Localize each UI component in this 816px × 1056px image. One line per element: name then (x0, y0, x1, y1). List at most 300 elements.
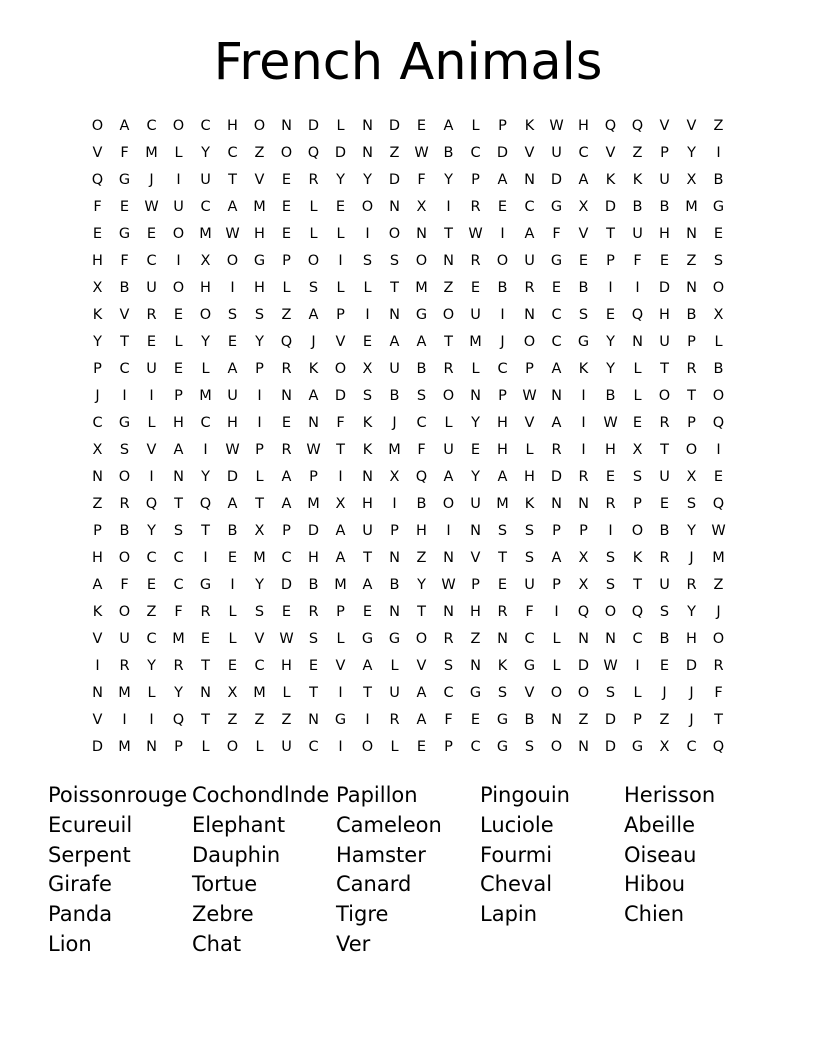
grid-letter[interactable]: T (606, 226, 615, 242)
grid-letter[interactable]: I (500, 307, 505, 323)
grid-letter[interactable]: F (336, 415, 345, 431)
grid-letter[interactable]: E (470, 280, 481, 296)
grid-letter[interactable]: T (255, 496, 264, 512)
grid-letter[interactable]: E (146, 226, 157, 242)
grid-letter[interactable]: P (579, 523, 588, 539)
grid-letter[interactable]: T (714, 712, 723, 728)
grid-letter[interactable]: G (415, 307, 428, 323)
grid-letter[interactable]: W (225, 226, 240, 242)
grid-letter[interactable]: W (441, 577, 456, 593)
grid-letter[interactable]: M (199, 226, 212, 242)
grid-letter[interactable]: Q (91, 172, 104, 188)
grid-letter[interactable]: P (471, 577, 480, 593)
grid-letter[interactable]: C (254, 658, 265, 674)
grid-letter[interactable]: M (685, 199, 698, 215)
grid-letter[interactable]: Y (444, 172, 453, 188)
grid-letter[interactable]: Y (147, 523, 156, 539)
grid-letter[interactable]: J (689, 712, 694, 728)
grid-letter[interactable]: G (388, 631, 401, 647)
grid-letter[interactable]: Q (415, 469, 428, 485)
grid-letter[interactable]: Y (363, 172, 372, 188)
grid-letter[interactable]: G (577, 334, 590, 350)
grid-letter[interactable]: C (200, 118, 211, 134)
grid-letter[interactable]: A (389, 334, 400, 350)
grid-letter[interactable]: Q (631, 118, 644, 134)
grid-letter[interactable]: X (713, 307, 724, 323)
grid-letter[interactable]: H (308, 550, 319, 566)
grid-letter[interactable]: X (578, 199, 589, 215)
grid-letter[interactable]: H (254, 280, 265, 296)
grid-letter[interactable]: E (578, 253, 589, 269)
grid-letter[interactable]: F (120, 577, 129, 593)
grid-letter[interactable]: Z (281, 307, 292, 323)
grid-letter[interactable]: I (230, 577, 235, 593)
grid-letter[interactable]: X (659, 739, 670, 755)
grid-letter[interactable]: N (524, 172, 535, 188)
grid-letter[interactable]: Z (686, 253, 697, 269)
grid-letter[interactable]: R (308, 604, 319, 620)
grid-letter[interactable]: F (714, 685, 723, 701)
grid-letter[interactable]: X (686, 469, 697, 485)
grid-letter[interactable]: O (91, 118, 104, 134)
grid-letter[interactable]: X (632, 442, 643, 458)
grid-letter[interactable]: Y (201, 334, 210, 350)
grid-letter[interactable]: E (470, 442, 481, 458)
grid-letter[interactable]: C (470, 739, 481, 755)
grid-letter[interactable]: T (363, 550, 372, 566)
grid-letter[interactable]: C (686, 739, 697, 755)
grid-letter[interactable]: F (174, 604, 183, 620)
grid-letter[interactable]: Z (713, 577, 724, 593)
grid-letter[interactable]: S (659, 604, 670, 620)
grid-letter[interactable]: C (92, 415, 103, 431)
grid-letter[interactable]: L (336, 118, 345, 134)
grid-letter[interactable]: O (712, 631, 725, 647)
grid-letter[interactable]: C (497, 361, 508, 377)
grid-letter[interactable]: T (633, 577, 642, 593)
grid-letter[interactable]: P (309, 469, 318, 485)
grid-letter[interactable]: V (254, 631, 265, 647)
grid-letter[interactable]: G (334, 712, 347, 728)
grid-letter[interactable]: D (226, 469, 239, 485)
grid-letter[interactable]: B (389, 577, 400, 593)
grid-letter[interactable]: V (335, 658, 346, 674)
grid-letter[interactable]: P (687, 415, 696, 431)
grid-letter[interactable]: D (91, 739, 104, 755)
grid-letter[interactable]: E (200, 631, 211, 647)
grid-letter[interactable]: C (200, 199, 211, 215)
grid-letter[interactable]: H (578, 118, 589, 134)
grid-letter[interactable]: E (173, 361, 184, 377)
grid-letter[interactable]: O (226, 253, 239, 269)
grid-letter[interactable]: D (658, 280, 671, 296)
grid-letter[interactable]: N (578, 739, 589, 755)
grid-letter[interactable]: R (200, 604, 211, 620)
grid-letter[interactable]: W (549, 118, 564, 134)
grid-letter[interactable]: U (659, 172, 670, 188)
grid-letter[interactable]: L (174, 334, 183, 350)
grid-letter[interactable]: Z (227, 712, 238, 728)
grid-letter[interactable]: E (146, 334, 157, 350)
grid-letter[interactable]: O (550, 685, 563, 701)
grid-letter[interactable]: P (336, 307, 345, 323)
grid-letter[interactable]: G (361, 631, 374, 647)
grid-letter[interactable]: N (578, 496, 589, 512)
grid-letter[interactable]: Q (712, 415, 725, 431)
grid-letter[interactable]: W (603, 415, 618, 431)
grid-letter[interactable]: M (145, 145, 158, 161)
grid-letter[interactable]: V (92, 145, 103, 161)
grid-letter[interactable]: O (172, 118, 185, 134)
grid-letter[interactable]: Z (254, 712, 265, 728)
grid-letter[interactable]: Z (659, 712, 670, 728)
grid-letter[interactable]: W (414, 145, 429, 161)
grid-letter[interactable]: S (119, 442, 130, 458)
grid-letter[interactable]: W (522, 388, 537, 404)
grid-letter[interactable]: E (362, 334, 373, 350)
grid-letter[interactable]: T (444, 226, 453, 242)
grid-letter[interactable]: R (281, 442, 292, 458)
grid-letter[interactable]: A (281, 496, 292, 512)
grid-letter[interactable]: K (605, 172, 616, 188)
grid-letter[interactable]: M (307, 496, 320, 512)
grid-letter[interactable]: M (415, 280, 428, 296)
grid-letter[interactable]: P (174, 388, 183, 404)
grid-letter[interactable]: J (149, 172, 154, 188)
grid-letter[interactable]: T (444, 334, 453, 350)
grid-letter[interactable]: F (633, 253, 642, 269)
grid-letter[interactable]: G (523, 658, 536, 674)
grid-letter[interactable]: Y (471, 415, 480, 431)
grid-letter[interactable]: A (416, 712, 427, 728)
grid-letter[interactable]: U (200, 172, 211, 188)
grid-letter[interactable]: M (253, 550, 266, 566)
grid-letter[interactable]: B (686, 307, 697, 323)
grid-letter[interactable]: E (659, 658, 670, 674)
grid-letter[interactable]: Y (606, 334, 615, 350)
grid-letter[interactable]: X (335, 496, 346, 512)
grid-letter[interactable]: S (308, 631, 319, 647)
grid-letter[interactable]: E (551, 280, 562, 296)
grid-letter[interactable]: X (254, 523, 265, 539)
grid-letter[interactable]: C (308, 739, 319, 755)
grid-letter[interactable]: N (308, 712, 319, 728)
grid-letter[interactable]: E (92, 226, 103, 242)
grid-letter[interactable]: Z (713, 118, 724, 134)
grid-letter[interactable]: T (687, 388, 696, 404)
grid-letter[interactable]: Y (471, 469, 480, 485)
grid-letter[interactable]: N (389, 604, 400, 620)
grid-letter[interactable]: C (632, 631, 643, 647)
grid-letter[interactable]: A (227, 496, 238, 512)
grid-letter[interactable]: N (686, 280, 697, 296)
grid-letter[interactable]: I (338, 469, 343, 485)
grid-letter[interactable]: O (361, 199, 374, 215)
grid-letter[interactable]: G (550, 199, 563, 215)
grid-letter[interactable]: Q (631, 604, 644, 620)
grid-letter[interactable]: O (442, 307, 455, 323)
grid-letter[interactable]: S (497, 685, 508, 701)
grid-letter[interactable]: H (497, 442, 508, 458)
grid-letter[interactable]: O (172, 226, 185, 242)
grid-letter[interactable]: U (146, 361, 157, 377)
grid-letter[interactable]: L (174, 145, 183, 161)
grid-letter[interactable]: U (470, 496, 481, 512)
grid-letter[interactable]: U (659, 577, 670, 593)
grid-letter[interactable]: E (605, 469, 616, 485)
grid-letter[interactable]: Y (687, 523, 696, 539)
grid-letter[interactable]: Z (92, 496, 103, 512)
grid-letter[interactable]: N (389, 199, 400, 215)
grid-letter[interactable]: K (308, 361, 319, 377)
grid-letter[interactable]: A (497, 172, 508, 188)
grid-letter[interactable]: V (470, 550, 481, 566)
grid-letter[interactable]: R (551, 442, 562, 458)
grid-letter[interactable]: V (254, 172, 265, 188)
grid-letter[interactable]: H (470, 604, 481, 620)
grid-letter[interactable]: I (122, 712, 127, 728)
grid-letter[interactable]: B (119, 280, 130, 296)
grid-letter[interactable]: H (605, 442, 616, 458)
grid-letter[interactable]: H (524, 469, 535, 485)
grid-letter[interactable]: A (362, 658, 373, 674)
grid-letter[interactable]: B (416, 361, 427, 377)
grid-letter[interactable]: O (388, 226, 401, 242)
grid-letter[interactable]: A (551, 415, 562, 431)
grid-letter[interactable]: O (226, 739, 239, 755)
grid-letter[interactable]: R (497, 604, 508, 620)
grid-letter[interactable]: X (578, 577, 589, 593)
grid-letter[interactable]: I (554, 604, 559, 620)
grid-letter[interactable]: I (365, 712, 370, 728)
grid-letter[interactable]: E (362, 604, 373, 620)
grid-letter[interactable]: I (581, 388, 586, 404)
grid-letter[interactable]: V (92, 631, 103, 647)
grid-letter[interactable]: I (608, 523, 613, 539)
grid-letter[interactable]: L (471, 361, 480, 377)
grid-letter[interactable]: W (306, 442, 321, 458)
grid-letter[interactable]: Y (201, 145, 210, 161)
grid-letter[interactable]: N (443, 604, 454, 620)
grid-letter[interactable]: N (470, 388, 481, 404)
grid-letter[interactable]: A (416, 685, 427, 701)
grid-letter[interactable]: T (201, 658, 210, 674)
grid-letter[interactable]: Y (417, 577, 426, 593)
grid-letter[interactable]: G (199, 577, 212, 593)
grid-letter[interactable]: Y (606, 361, 615, 377)
grid-letter[interactable]: U (443, 442, 454, 458)
grid-letter[interactable]: K (524, 118, 535, 134)
grid-letter[interactable]: R (389, 712, 400, 728)
grid-letter[interactable]: X (92, 442, 103, 458)
grid-letter[interactable]: R (470, 253, 481, 269)
grid-letter[interactable]: S (605, 577, 616, 593)
grid-letter[interactable]: V (335, 334, 346, 350)
grid-letter[interactable]: U (659, 334, 670, 350)
grid-letter[interactable]: L (390, 739, 399, 755)
grid-letter[interactable]: H (92, 253, 103, 269)
grid-letter[interactable]: L (147, 685, 156, 701)
grid-letter[interactable]: S (443, 658, 454, 674)
grid-letter[interactable]: A (227, 361, 238, 377)
grid-letter[interactable]: Z (254, 145, 265, 161)
grid-letter[interactable]: B (524, 712, 535, 728)
grid-letter[interactable]: I (257, 415, 262, 431)
grid-letter[interactable]: S (578, 307, 589, 323)
grid-letter[interactable]: C (578, 145, 589, 161)
grid-letter[interactable]: S (524, 523, 535, 539)
grid-letter[interactable]: Z (281, 712, 292, 728)
grid-letter[interactable]: A (335, 550, 346, 566)
grid-letter[interactable]: I (581, 415, 586, 431)
grid-letter[interactable]: I (446, 523, 451, 539)
grid-letter[interactable]: E (335, 199, 346, 215)
grid-letter[interactable]: E (227, 658, 238, 674)
grid-letter[interactable]: D (307, 523, 320, 539)
grid-letter[interactable]: Y (255, 334, 264, 350)
grid-letter[interactable]: E (632, 415, 643, 431)
grid-letter[interactable]: T (120, 334, 129, 350)
grid-letter[interactable]: S (362, 253, 373, 269)
grid-letter[interactable]: N (578, 631, 589, 647)
grid-letter[interactable]: L (228, 631, 237, 647)
grid-letter[interactable]: X (92, 280, 103, 296)
grid-letter[interactable]: L (444, 415, 453, 431)
grid-letter[interactable]: N (362, 145, 373, 161)
grid-letter[interactable]: O (307, 253, 320, 269)
grid-letter[interactable]: A (281, 469, 292, 485)
grid-letter[interactable]: E (173, 307, 184, 323)
grid-letter[interactable]: J (689, 685, 694, 701)
grid-letter[interactable]: I (203, 550, 208, 566)
grid-letter[interactable]: C (173, 577, 184, 593)
grid-letter[interactable]: C (119, 361, 130, 377)
grid-letter[interactable]: L (471, 118, 480, 134)
grid-letter[interactable]: K (632, 172, 643, 188)
grid-letter[interactable]: U (146, 280, 157, 296)
grid-letter[interactable]: X (389, 469, 400, 485)
grid-letter[interactable]: L (552, 631, 561, 647)
grid-letter[interactable]: B (308, 577, 319, 593)
grid-letter[interactable]: N (443, 253, 454, 269)
grid-letter[interactable]: A (551, 361, 562, 377)
grid-letter[interactable]: I (149, 712, 154, 728)
grid-letter[interactable]: O (577, 685, 590, 701)
grid-letter[interactable]: E (308, 658, 319, 674)
grid-letter[interactable]: D (604, 739, 617, 755)
grid-letter[interactable]: V (146, 442, 157, 458)
grid-letter[interactable]: I (365, 307, 370, 323)
grid-letter[interactable]: P (633, 712, 642, 728)
grid-letter[interactable]: M (712, 550, 725, 566)
grid-letter[interactable]: O (118, 469, 131, 485)
grid-letter[interactable]: S (362, 388, 373, 404)
grid-letter[interactable]: M (253, 199, 266, 215)
grid-letter[interactable]: N (524, 307, 535, 323)
grid-letter[interactable]: J (392, 415, 397, 431)
grid-letter[interactable]: C (524, 199, 535, 215)
grid-letter[interactable]: P (174, 739, 183, 755)
grid-letter[interactable]: O (712, 388, 725, 404)
grid-letter[interactable]: J (500, 334, 505, 350)
grid-letter[interactable]: I (257, 388, 262, 404)
grid-letter[interactable]: I (230, 280, 235, 296)
grid-letter[interactable]: C (146, 118, 157, 134)
grid-letter[interactable]: I (716, 145, 721, 161)
grid-letter[interactable]: Y (201, 469, 210, 485)
grid-letter[interactable]: O (415, 631, 428, 647)
grid-letter[interactable]: T (201, 712, 210, 728)
grid-letter[interactable]: H (659, 307, 670, 323)
grid-letter[interactable]: N (308, 415, 319, 431)
grid-letter[interactable]: X (200, 253, 211, 269)
grid-letter[interactable]: I (149, 388, 154, 404)
grid-letter[interactable]: V (524, 685, 535, 701)
grid-letter[interactable]: L (525, 442, 534, 458)
grid-letter[interactable]: V (119, 307, 130, 323)
grid-letter[interactable]: K (524, 496, 535, 512)
grid-letter[interactable]: L (282, 685, 291, 701)
grid-letter[interactable]: S (416, 388, 427, 404)
grid-letter[interactable]: C (227, 145, 238, 161)
grid-letter[interactable]: E (713, 469, 724, 485)
grid-letter[interactable]: O (253, 118, 266, 134)
grid-letter[interactable]: N (389, 550, 400, 566)
grid-letter[interactable]: R (173, 658, 184, 674)
grid-letter[interactable]: P (498, 388, 507, 404)
grid-letter[interactable]: N (497, 631, 508, 647)
grid-letter[interactable]: E (497, 577, 508, 593)
grid-letter[interactable]: O (199, 307, 212, 323)
grid-letter[interactable]: J (95, 388, 100, 404)
grid-letter[interactable]: S (713, 253, 724, 269)
grid-letter[interactable]: U (632, 226, 643, 242)
grid-letter[interactable]: R (578, 469, 589, 485)
grid-letter[interactable]: H (686, 631, 697, 647)
grid-letter[interactable]: N (686, 226, 697, 242)
grid-letter[interactable]: L (228, 604, 237, 620)
grid-letter[interactable]: A (551, 550, 562, 566)
grid-letter[interactable]: D (388, 118, 401, 134)
grid-letter[interactable]: B (659, 631, 670, 647)
grid-letter[interactable]: W (711, 523, 726, 539)
grid-letter[interactable]: H (659, 226, 670, 242)
grid-letter[interactable]: O (658, 388, 671, 404)
grid-letter[interactable]: E (281, 226, 292, 242)
grid-letter[interactable]: H (227, 415, 238, 431)
grid-letter[interactable]: F (444, 712, 453, 728)
grid-letter[interactable]: A (308, 388, 319, 404)
grid-letter[interactable]: A (335, 523, 346, 539)
grid-letter[interactable]: K (632, 550, 643, 566)
grid-letter[interactable]: J (311, 334, 316, 350)
grid-letter[interactable]: S (524, 739, 535, 755)
grid-letter[interactable]: U (551, 145, 562, 161)
grid-letter[interactable]: E (659, 253, 670, 269)
grid-letter[interactable]: H (254, 226, 265, 242)
grid-letter[interactable]: Q (604, 118, 617, 134)
grid-letter[interactable]: S (308, 280, 319, 296)
grid-letter[interactable]: Z (578, 712, 589, 728)
grid-letter[interactable]: I (365, 226, 370, 242)
grid-letter[interactable]: B (119, 523, 130, 539)
grid-letter[interactable]: P (552, 523, 561, 539)
grid-letter[interactable]: Y (336, 172, 345, 188)
grid-letter[interactable]: W (279, 631, 294, 647)
grid-letter[interactable]: E (470, 712, 481, 728)
grid-letter[interactable]: I (392, 496, 397, 512)
grid-letter[interactable]: P (93, 361, 102, 377)
